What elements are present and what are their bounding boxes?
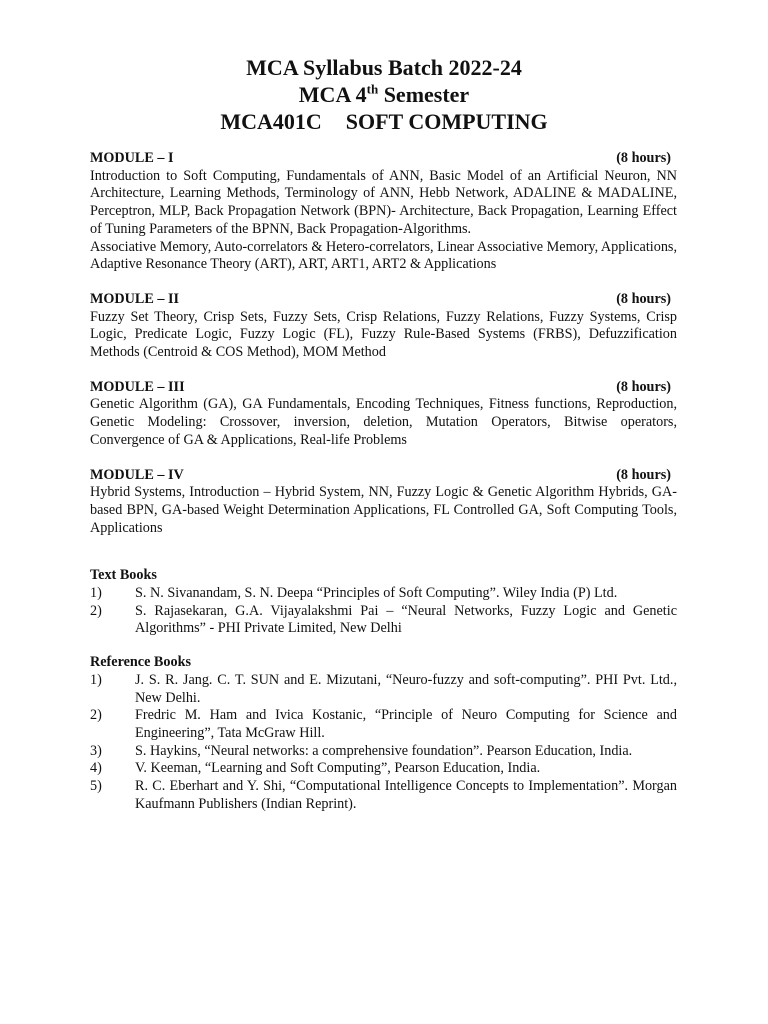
- module-hours: (8 hours): [616, 290, 671, 307]
- semester-ordinal-suffix: th: [366, 81, 379, 97]
- text-book-item: [90, 585, 677, 603]
- text-book-item: [90, 603, 677, 638]
- module-title: MODULE – III: [90, 378, 185, 395]
- module-title: MODULE – II: [90, 290, 180, 307]
- module-description: [90, 309, 677, 362]
- book-citation: S. Haykins, “Neural networks: a comprehensive foundation”. Pearson Education, India.: [135, 742, 633, 759]
- module-title: MODULE – I: [90, 150, 174, 166]
- module-paragraph: Hybrid Systems, Introduction – Hybrid System, NN, Fuzzy Logic & Genetic Algorithm Hybrids, GA-based BPN, GA-based Weight Determination Applications, FL Controlled GA, Soft Computing Tools, Applications: [90, 484, 677, 536]
- book-number: 1): [90, 585, 102, 602]
- reference-books-heading: Reference Books: [90, 654, 191, 671]
- module-paragraph: Introduction to Soft Computing, Fundamentals of ANN, Basic Model of an Artificial Neuron, NN Architecture, Learning Methods, Terminology of ANN, Hebb Network, ADALINE & MADALINE, Perceptron, MLP, Back Propagation Network (BPN)- Architecture, Back Propagation, Learning Effect of Tuning Parameters of the BPNN, Back Propagation-Algorithms.: [90, 167, 677, 237]
- module-3: [90, 379, 677, 450]
- module-hours: (8 hours): [616, 378, 671, 395]
- reference-book-item: [90, 743, 677, 761]
- text-books-heading: Text Books: [90, 567, 157, 584]
- module-description: [90, 484, 677, 537]
- book-number: 4): [90, 760, 102, 777]
- module-hours: (8 hours): [616, 150, 671, 166]
- book-citation: S. Rajasekaran, G.A. Vijayalakshmi Pai – “Neural Networks, Fuzzy Logic and Genetic Algorithms” - PHI Private Limited, New Delhi: [135, 602, 677, 637]
- document-header: [0, 54, 768, 135]
- module-paragraph: Genetic Algorithm (GA), GA Fundamentals, Encoding Techniques, Fitness functions, Reproduction, Genetic Modeling: Crossover, inversion, deletion, Mutation Operators, Bitwise operators, Convergence of GA & Applications, Real-life Problems: [90, 396, 677, 448]
- module-description: [90, 396, 677, 449]
- module-paragraph: Associative Memory, Auto-correlators & Hetero-correlators, Linear Associative Memory, Applications, Adaptive Resonance Theory (ART), ART, ART1, ART2 & Applications: [90, 238, 677, 273]
- course-code: MCA401C: [220, 109, 322, 134]
- module-4: [90, 467, 677, 538]
- semester-title: [0, 81, 768, 108]
- syllabus-content: [90, 150, 677, 814]
- book-citation: V. Keeman, “Learning and Soft Computing”, Pearson Education, India.: [135, 760, 541, 777]
- module-description: [90, 168, 677, 274]
- book-citation: J. S. R. Jang. C. T. SUN and E. Mizutani, “Neuro-fuzzy and soft-computing”. PHI Pvt. Ltd., New Delhi.: [135, 671, 677, 706]
- batch-title: MCA Syllabus Batch 2022-24: [246, 55, 522, 80]
- reference-book-item: [90, 760, 677, 778]
- book-number: 5): [90, 778, 102, 795]
- semester-prefix: MCA 4: [298, 82, 367, 107]
- book-number: 2): [90, 602, 102, 619]
- book-citation: Fredric M. Ham and Ivica Kostanic, “Principle of Neuro Computing for Science and Engineering”, Tata McGraw Hill.: [135, 707, 677, 741]
- reference-book-item: [90, 707, 677, 742]
- reference-book-item: [90, 778, 677, 813]
- book-number: 1): [90, 671, 102, 688]
- module-1: [90, 150, 677, 274]
- module-heading: [90, 467, 677, 485]
- module-2: [90, 291, 677, 362]
- book-number: 2): [90, 707, 102, 724]
- reference-book-item: [90, 672, 677, 707]
- book-citation: S. N. Sivanandam, S. N. Deepa “Principles of Soft Computing”. Wiley India (P) Ltd.: [135, 585, 618, 602]
- book-citation: R. C. Eberhart and Y. Shi, “Computational Intelligence Concepts to Implementation”. Morgan Kaufmann Publishers (Indian Reprint).: [135, 778, 677, 812]
- module-title: MODULE – IV: [90, 466, 184, 483]
- book-number: 3): [90, 742, 102, 759]
- semester-suffix: Semester: [378, 82, 470, 107]
- module-heading: [90, 379, 677, 397]
- module-heading: [90, 291, 677, 309]
- course-title: [0, 108, 768, 135]
- module-hours: (8 hours): [616, 466, 671, 483]
- module-paragraph: Fuzzy Set Theory, Crisp Sets, Fuzzy Sets, Crisp Relations, Fuzzy Relations, Fuzzy Systems, Crisp Logic, Predicate Logic, Fuzzy Logic (FL), Fuzzy Rule-Based Systems (FRBS), Defuzzification Methods (Centroid & COS Method), MOM Method: [90, 308, 677, 361]
- course-name: SOFT COMPUTING: [345, 109, 548, 134]
- module-heading: [90, 150, 677, 168]
